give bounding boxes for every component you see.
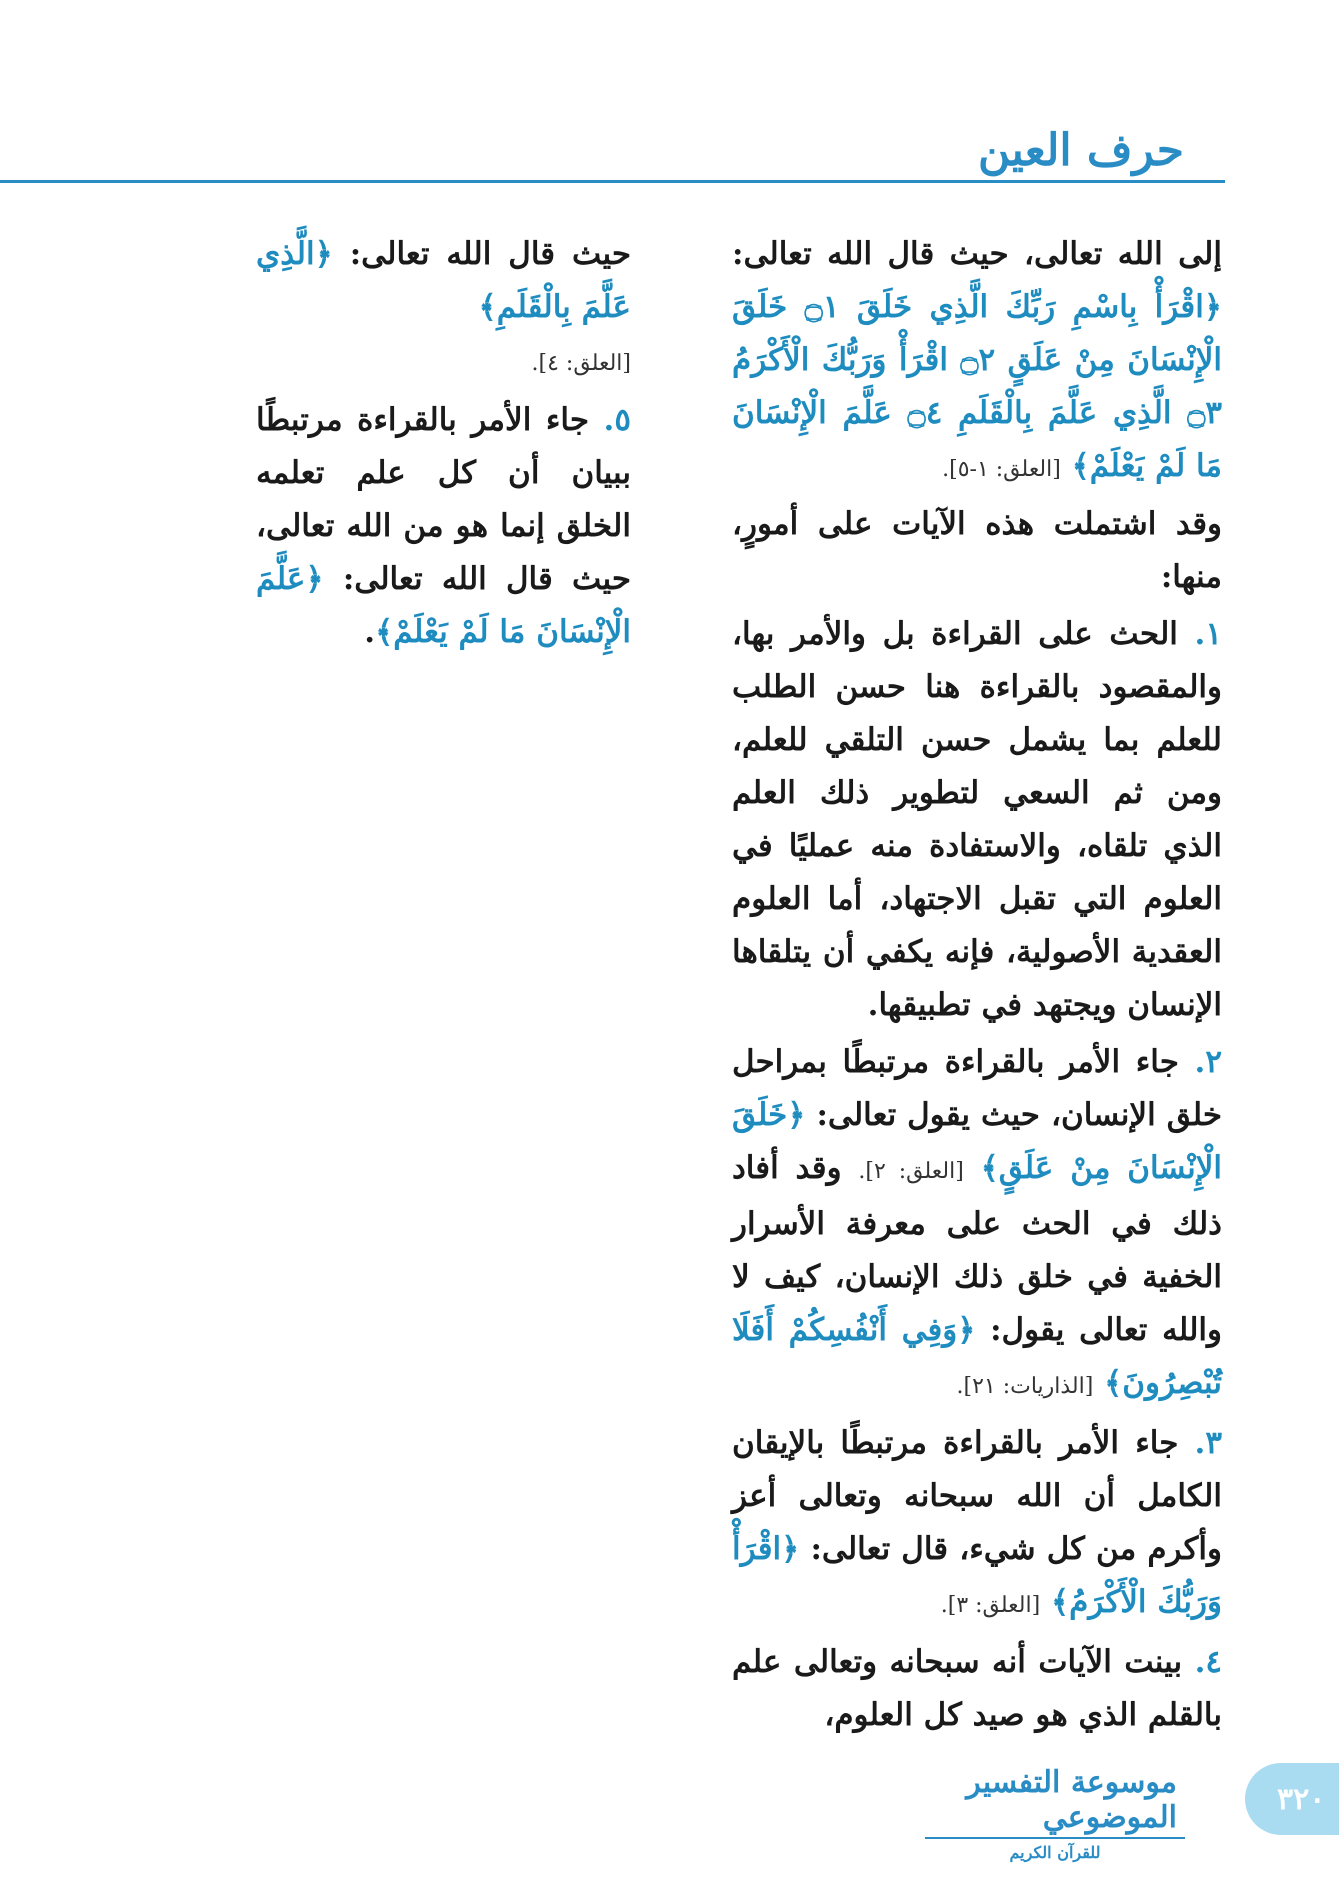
page-number: ٣٢٠ [1277,1781,1326,1817]
item-text: الحث على القراءة بل والأمر بها، والمقصود بالقراءة هنا حسن الطلب للعلم بما يشمل حسن التلقي للعلم، ومن ثم السعي لتطوير ذلك العلم الذي تلقاه، والاستفادة منه عمليًا في العلوم التي تقبل الاجتهاد، أما العلوم العقدية الأصولية، فإنه يكفي أن يتلقاها الإنسان ويجتهد في تطبيقها. [732,616,1222,1023]
list-item [732,1636,1222,1742]
page-number-badge [1245,1763,1339,1835]
item-text: جاء الأمر بالقراءة مرتبطًا بمراحل خلق الإنسان، حيث يقول تعالى: [732,1044,1222,1133]
intro-text: حيث قال الله تعالى: [349,236,631,272]
encyclopedia-logo [925,1764,1185,1862]
right-column [732,228,1222,1746]
list-item [732,1417,1222,1632]
verse-citation: [العلق: ٣]. [940,1593,1041,1618]
item-text: جاء الأمر بالقراءة مرتبطًا ببيان أن كل علم تعلمه الخلق إنما هو من الله تعالى، حيث قال الله تعالى: [256,402,631,597]
quran-verse: ﴿خَلَقَ الْإِنْسَانَ مِنْ عَلَقٍ﴾ [732,1097,1223,1186]
logo-subtitle: للقرآن الكريم [1009,1842,1101,1862]
item-text: جاء الأمر بالقراءة مرتبطًا بالإيقان الكامل أن الله سبحانه وتعالى أعز وأكرم من كل شيء، قال تعالى: [732,1425,1222,1567]
item-number: ١. [1194,616,1222,652]
logo-title: موسوعة التفسير الموضوعي [925,1765,1185,1839]
quran-verse: ﴿اقْرَأْ بِاسْمِ رَبِّكَ الَّذِي خَلَقَ ۝١ خَلَقَ الْإِنْسَانَ مِنْ عَلَقٍ ۝٢ اقْرَأْ وَرَبُّكَ الْأَكْرَمُ ۝٣ الَّذِي عَلَّمَ بِالْقَلَمِ ۝٤ عَلَّمَ الْإِنْسَانَ مَا لَمْ يَعْلَمْ﴾ [732,289,1223,484]
section-title: حرف العين [977,125,1184,176]
list-item [732,1036,1222,1413]
left-column [256,228,631,663]
item-number: ٣. [1194,1425,1222,1461]
item-number: ٢. [1194,1044,1222,1080]
continuation-paragraph [256,228,631,390]
intro-paragraph [732,228,1222,496]
list-item [732,608,1222,1032]
verse-citation: [الذاريات: ٢١]. [956,1374,1094,1399]
quran-verse: ﴿عَلَّمَ الْإِنْسَانَ مَا لَمْ يَعْلَمْ﴾ [256,561,631,650]
quran-verse: ﴿وَفِي أَنْفُسِكُمْ أَفَلَا تُبْصِرُونَ﴾ [732,1312,1222,1401]
verse-citation: [العلق: ١-٥]. [942,457,1061,482]
quran-verse: ﴿اقْرَأْ وَرَبُّكَ الْأَكْرَمُ﴾ [732,1531,1222,1620]
verse-citation: [العلق: ٤]. [531,351,631,376]
item-number: ٥. [603,402,631,438]
item-text: وقد أفاد ذلك في الحث على معرفة الأسرار الخفية في خلق ذلك الإنسان، كيف لا والله تعالى يقول: [732,1150,1222,1348]
quran-verse: ﴿الَّذِي عَلَّمَ بِالْقَلَمِ﴾ [256,236,631,325]
intro-text: إلى الله تعالى، حيث قال الله تعالى: [732,236,1222,272]
item-number: ٤. [1194,1644,1223,1680]
header-divider [0,180,1225,183]
item-text: بينت الآيات أنه سبحانه وتعالى علم بالقلم الذي هو صيد كل العلوم، [732,1644,1222,1733]
lead-paragraph: وقد اشتملت هذه الآيات على أمورٍ، منها: [732,506,1222,595]
sentence-end: . [364,614,376,650]
verse-citation: [العلق: ٢]. [858,1159,964,1184]
list-item [256,394,631,659]
